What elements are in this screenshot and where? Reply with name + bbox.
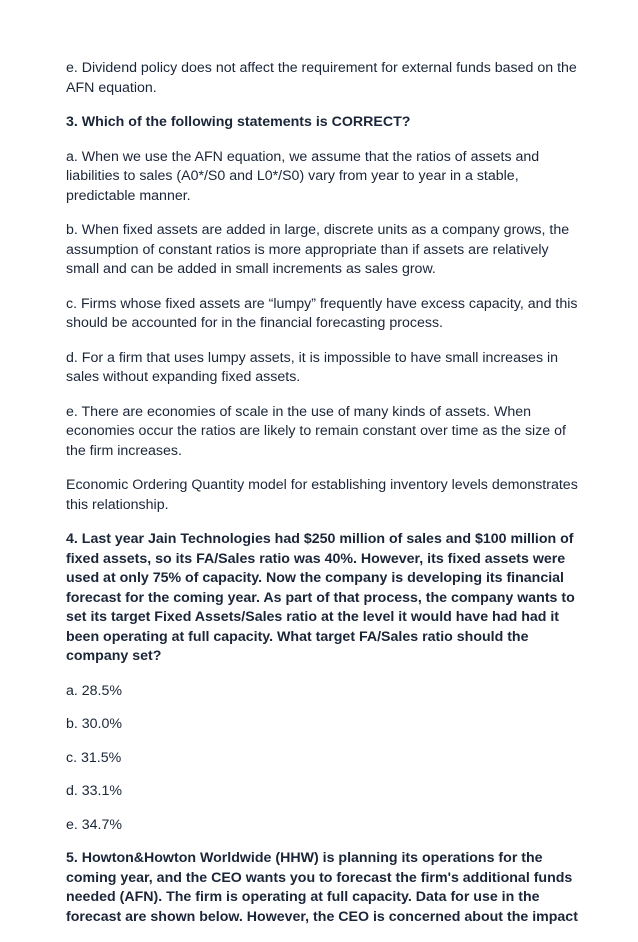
question-3-prompt: 3. Which of the following statements is CORRECT?	[66, 114, 411, 130]
question-4-option-b: b. 30.0%	[66, 716, 123, 732]
question-4-option-c: c. 31.5%	[66, 749, 122, 766]
question-3-option-e: e. There are economies of scale in the use of many kinds of assets. When economies occur the ratios are likely to remain constant over time as the size of the firm increases.	[66, 403, 566, 459]
question-3-option-b: b. When fixed assets are added in large, discrete units as a company grows, the assumption of constant ratios is more appropriate than if assets are relatively small and can be added in small increments as sales grow.	[66, 222, 570, 277]
question-3-option-a: a. When we use the AFN equation, we assume that the ratios of assets and liabilities to sales (A0*/S0 and L0*/S0) vary from year to year in a stable, predictable manner.	[66, 148, 540, 204]
question-4-option-d: d. 33.1%	[66, 783, 123, 799]
question-3-option-d: d. For a firm that uses lumpy assets, it is impossible to have small increases in sales without expanding fixed assets.	[66, 349, 559, 385]
document-page	[66, 59, 596, 942]
question-4-prompt: 4. Last year Jain Technologies had $250 million of sales and $100 million of fixed assets, so its FA/Sales ratio was 40%. However, its fixed assets were used at only 75% of capacity. Now the company is developing its financial forecast for the coming year. As part of that process, the company wants to set its target Fixed Assets/Sales ratio at the level it would have had had it been operating at full capacity. What target FA/Sales ratio should the company set?	[66, 531, 575, 664]
question-4-option-a: a. 28.5%	[66, 682, 123, 699]
question-2-option-e: e. Dividend policy does not affect the requirement for external funds based on the AFN equation.	[66, 60, 577, 96]
question-4-option-e: e. 34.7%	[66, 816, 123, 833]
question-5-prompt: 5. Howton&Howton Worldwide (HHW) is planning its operations for the coming year, and the CEO wants you to forecast the firm's additional funds needed (AFN). The firm is operating at full capacity. Data for use in the forecast are shown below. However, the CEO is concerned about the impact	[66, 850, 578, 925]
question-3-explanation: Economic Ordering Quantity model for establishing inventory levels demonstrates this relationship.	[66, 477, 578, 513]
question-3-option-c: c. Firms whose fixed assets are “lumpy” frequently have excess capacity, and this should be accounted for in the financial forecasting process.	[66, 295, 578, 331]
